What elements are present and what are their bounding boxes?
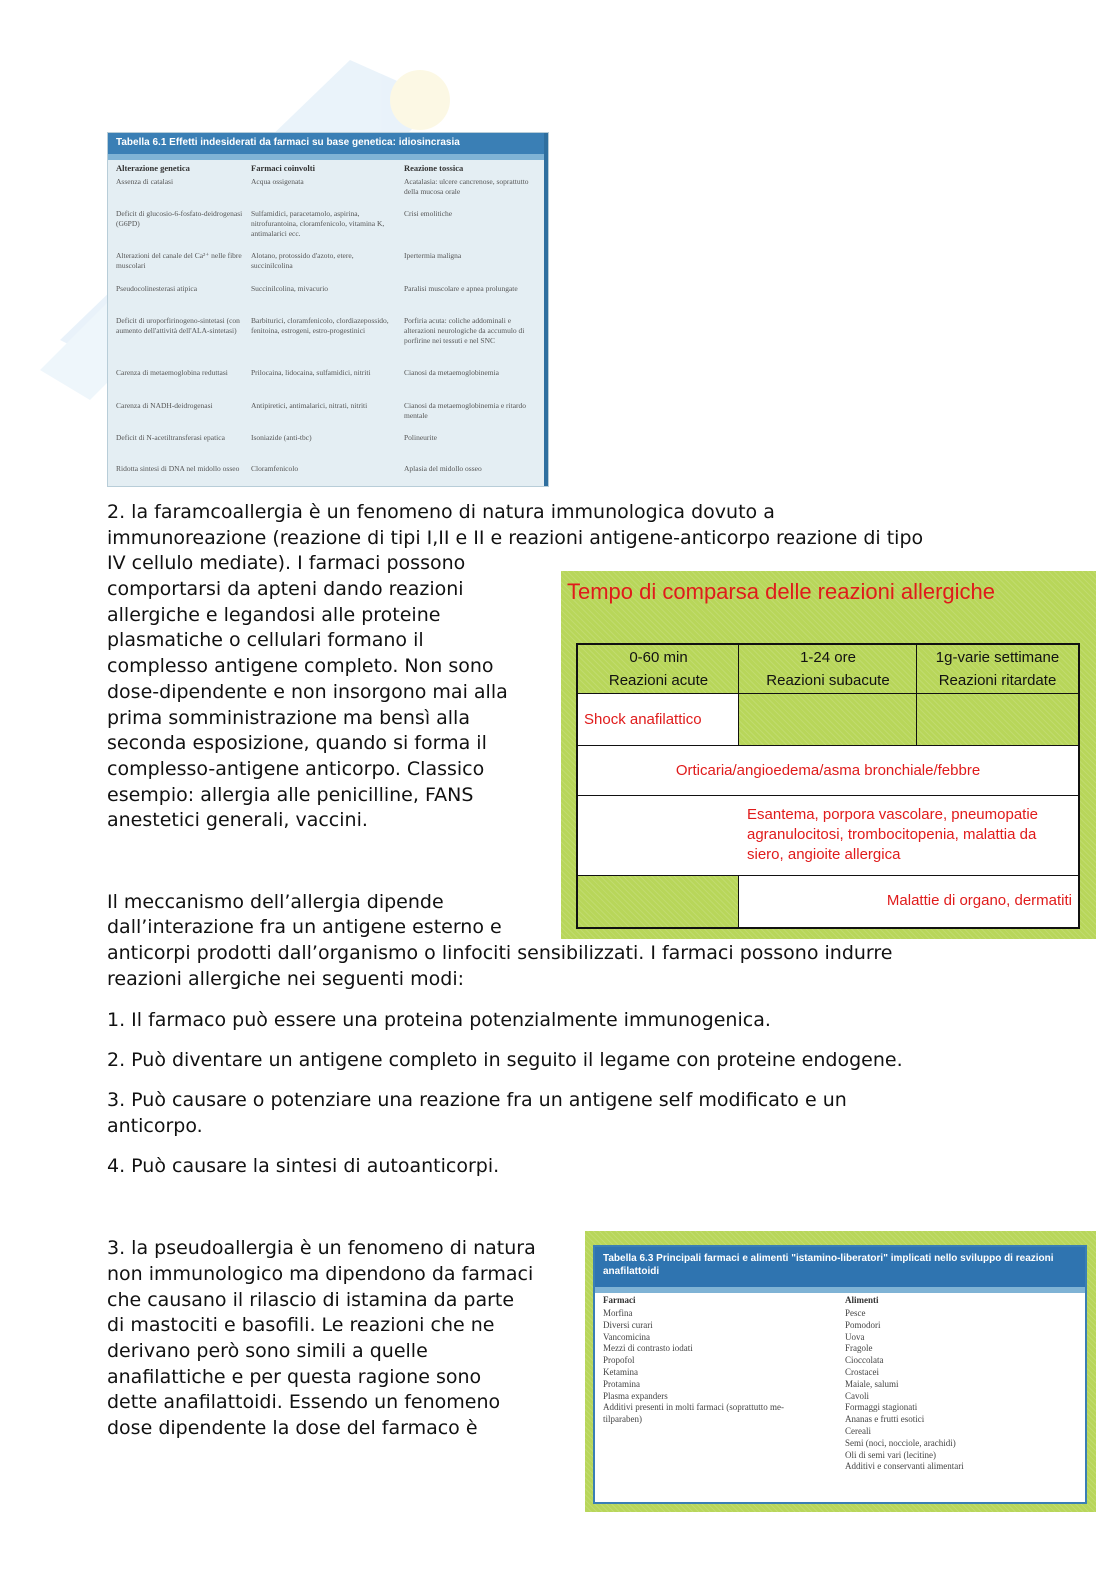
- col3-label: Reazioni ritardate: [938, 672, 1057, 689]
- row-malattie: Malattie di organo, dermatiti: [886, 892, 1072, 909]
- list-item: Morfina: [603, 1308, 633, 1318]
- paragraph-line: complesso antigene completo. Non sono: [107, 655, 494, 677]
- table-6-1-cell: Assenza di catalasi: [116, 177, 174, 186]
- list-item: Propofol: [603, 1355, 635, 1366]
- table-6-1-cell: Deficit di N-acetiltransferasi epatica: [116, 433, 225, 442]
- timing-grid: [576, 643, 1080, 929]
- table-6-1-cell: Isoniazide (anti-tbc): [251, 433, 312, 442]
- paragraph-line: non immunologico ma dipendono da farmaci: [107, 1263, 534, 1285]
- table-6-1-header-3: Reazione tossica: [404, 163, 464, 173]
- list-item: Protamina: [603, 1378, 640, 1389]
- paragraph-line: comportarsi da apteni dando reazioni: [107, 578, 464, 600]
- paragraph-line: di mastociti e basofili. Le reazioni che ne: [107, 1314, 495, 1336]
- list-item: 2. Può diventare un antigene completo in seguito il legame con proteine endogene.: [107, 1049, 903, 1071]
- table-6-1-cell: Prilocaina, lidocaina, sulfamidici, nitriti: [251, 368, 371, 377]
- paragraph-line: immunoreazione (reazione di tipi I,II e II e reazioni antigene-anticorpo reazione di tipo: [107, 527, 924, 549]
- allergy-timing-chart: [561, 571, 1096, 939]
- paragraph-line: plasmatiche o cellulari formano il: [107, 629, 424, 651]
- table-6-1-cell: Aplasia del midollo osseo: [404, 464, 482, 473]
- table-6-3-header-farmaci: Farmaci: [603, 1295, 636, 1305]
- paragraph-line: anticorpi prodotti dall’organismo o linfociti sensibilizzati. I farmaci possono indurre: [107, 942, 893, 964]
- paragraph-line: reazioni allergiche nei seguenti modi:: [107, 968, 465, 990]
- paragraph-line: dall’interazione fra un antigene esterno e: [107, 916, 502, 938]
- paragraph-line: 3. la pseudoallergia è un fenomeno di natura: [107, 1237, 536, 1259]
- table-6-1-cell: Polineurite: [404, 433, 437, 442]
- table-6-1-cell: Ipertermia maligna: [404, 251, 462, 260]
- table-6-1-cell: Sulfamidici, paracetamolo, aspirina, nitrofurantoina, cloramfenicolo, vitamina K, antimalarici ecc.: [251, 209, 385, 238]
- list-item: Crostacei: [845, 1366, 879, 1377]
- col3-time: 1g-varie settimane: [935, 649, 1060, 666]
- table-6-1-cell: Alterazioni del canale del Ca²⁺ nelle fibre muscolari: [116, 251, 242, 270]
- list-item: Ananas e frutti esotici: [845, 1414, 925, 1425]
- table-6-1-cell: Barbiturici, cloramfenicolo, clordiazepossido, fenitoina, estrogeni, estro-progestinici: [251, 316, 389, 335]
- table-6-1-cell: Paralisi muscolare e apnea prolungate: [404, 284, 518, 293]
- table-6-1-cell: Carenza di NADH-deidrogenasi: [116, 401, 213, 410]
- table-6-1-cell: Porfiria acuta: coliche addominali e alterazioni neurologiche da accumulo di porfirine nei tessuti e nel SNC: [404, 316, 525, 345]
- row-shock: Shock anafilattico: [584, 711, 702, 728]
- list-item: Uova: [845, 1331, 865, 1342]
- farmaci-list: [603, 1308, 838, 1426]
- list-item: Vancomicina: [603, 1331, 650, 1342]
- table-6-1-cell: Alotano, protossido d'azoto, etere, succinilcolina: [251, 251, 354, 270]
- paragraph-line: Il meccanismo dell’allergia dipende: [107, 891, 444, 913]
- list-item: Ketamina: [603, 1366, 638, 1377]
- row-esantema-line: Esantema, porpora vascolare, pneumopatie: [747, 806, 1039, 823]
- paragraph-line: esempio: allergia alle penicilline, FANS: [107, 784, 474, 806]
- paragraph-line: derivano però sono simili a quelle: [107, 1340, 428, 1362]
- paragraph-line: che causano il rilascio di istamina da parte: [107, 1289, 515, 1311]
- list-item: Additivi e conservanti alimentari: [845, 1461, 964, 1472]
- list-item: Cavoli: [845, 1390, 869, 1401]
- list-item: Formaggi stagionati: [845, 1402, 918, 1413]
- list-item: Fragole: [845, 1343, 873, 1354]
- list-item: 3. Può causare o potenziare una reazione fra un antigene self modificato e un: [107, 1089, 847, 1111]
- table-6-1-cell: Pseudocolinesterasi atipica: [116, 284, 198, 293]
- row-esantema-line: agranulocitosi, trombocitopenia, malattia da: [747, 826, 1037, 843]
- list-item: Semi (noci, nocciole, arachidi): [845, 1437, 956, 1448]
- table-6-1-cell: Cianosi da metaemoglobinemia e ritardo mentale: [404, 401, 527, 420]
- chart-title: Tempo di comparsa delle reazioni allergiche: [567, 579, 996, 604]
- table-6-1-cell: Deficit di glucosio-6-fosfato-deidrogenasi (G6PD): [116, 209, 243, 228]
- paragraph-line: anestetici generali, vaccini.: [107, 809, 368, 831]
- list-item: Plasma expanders: [603, 1390, 668, 1401]
- paragraph-line: seconda esposizione, quando si forma il: [107, 732, 487, 754]
- list-item: tilparaben): [603, 1414, 642, 1425]
- list-item: Cereali: [845, 1425, 871, 1436]
- table-6-1-cell: Carenza di metaemoglobina reduttasi: [116, 368, 228, 377]
- table-6-1-header-2: Farmaci coinvolti: [251, 163, 315, 173]
- paragraph-line: complesso-antigene anticorpo. Classico: [107, 758, 485, 780]
- paragraph-line: anafilattiche e per questa ragione sono: [107, 1366, 482, 1388]
- list-item: Maiale, salumi: [845, 1378, 899, 1389]
- paragraph-line: dose-dipendente e non insorgono mai alla: [107, 681, 508, 703]
- paragraph-line: IV cellulo mediate). I farmaci possono: [107, 552, 466, 574]
- col2-time: 1-24 ore: [800, 649, 856, 666]
- list-item: Pomodori: [845, 1319, 881, 1330]
- list-item: anticorpo.: [107, 1115, 203, 1137]
- list-item: Oli di semi vari (lecitine): [845, 1449, 936, 1460]
- table-6-1-cell: Deficit di uroporfirinogeno-sintetasi (con aumento dell'attività dell'ALA-sintetasi): [116, 316, 240, 335]
- table-6-1-title: Tabella 6.1 Effetti indesiderati da farmaci su base genetica: idiosincrasia: [108, 133, 548, 154]
- table-6-1-cell: Acatalasia: ulcere cancrenose, soprattutto della mucosa orale: [404, 177, 529, 196]
- alimenti-list: [845, 1308, 1075, 1473]
- table-6-1-cell: Cloramfenicolo: [251, 464, 299, 473]
- paragraph-line: dose dipendente la dose del farmaco è: [107, 1417, 478, 1439]
- table-6-3-image: [585, 1231, 1096, 1512]
- row-orticaria: Orticaria/angioedema/asma bronchiale/febbre: [675, 762, 981, 779]
- list-item: Diversi curari: [603, 1319, 653, 1330]
- table-6-1-image: [107, 132, 549, 487]
- col2-label: Reazioni subacute: [766, 672, 890, 689]
- list-item: Additivi presenti in molti farmaci (soprattutto me-: [603, 1402, 784, 1413]
- col1-label: Reazioni acute: [608, 672, 709, 689]
- list-item: Cioccolata: [845, 1355, 884, 1366]
- list-item: 1. Il farmaco può essere una proteina potenzialmente immunogenica.: [107, 1009, 771, 1031]
- list-item: 4. Può causare la sintesi di autoanticorpi.: [107, 1155, 500, 1177]
- list-item: Mezzi di contrasto iodati: [603, 1343, 693, 1354]
- col1-time: 0-60 min: [629, 649, 688, 666]
- table-6-1-header-1: Alterazione genetica: [116, 163, 190, 173]
- table-6-1-cell: Ridotta sintesi di DNA nel midollo osseo: [116, 464, 240, 473]
- paragraph-line: prima somministrazione ma bensì alla: [107, 707, 470, 729]
- row-esantema-line: siero, angioite allergica: [747, 846, 901, 863]
- table-6-1-cell: Acqua ossigenata: [251, 177, 304, 186]
- paragraph-line: 2. la faramcoallergia è un fenomeno di natura immunologica dovuto a: [107, 501, 775, 523]
- table-6-1-cell: Antipiretici, antimalarici, nitrati, nitriti: [251, 401, 368, 410]
- list-item: Pesce: [845, 1308, 866, 1318]
- table-6-3-header-alimenti: Alimenti: [845, 1295, 879, 1305]
- paragraph-line: allergiche e legandosi alle proteine: [107, 604, 441, 626]
- table-6-1-cell: Crisi emolitiche: [404, 209, 453, 218]
- paragraph-line: dette anafilattoidi. Essendo un fenomeno: [107, 1391, 501, 1413]
- table-6-1-cell: Succinilcolina, mivacurio: [251, 284, 329, 293]
- table-6-1-cell: Cianosi da metaemoglobinemia: [404, 368, 499, 377]
- table-6-3-title: Tabella 6.3 Principali farmaci e alimenti "istamino-liberatori" implicati nello sviluppo di reazioni anafilattoidi: [595, 1247, 1085, 1287]
